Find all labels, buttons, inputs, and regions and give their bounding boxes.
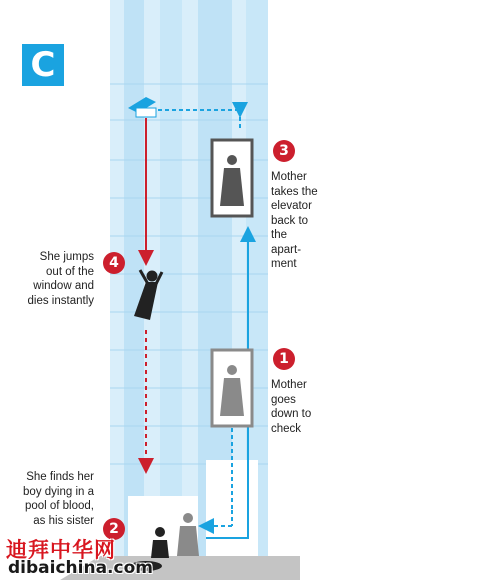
step-1-caption xyxy=(271,378,311,436)
step-2-number: 2 xyxy=(103,518,125,540)
tower xyxy=(110,0,268,560)
step-3-line: apart- xyxy=(271,243,302,256)
step-2-line: boy dying in a xyxy=(23,485,94,498)
watermark-domain: dibaichina.com xyxy=(8,558,153,578)
step-3-line: ment xyxy=(271,258,297,270)
step-4-caption xyxy=(28,250,94,308)
step-1-line: goes xyxy=(271,393,296,406)
step-2-line: as his sister xyxy=(33,514,94,527)
step-1-line: down to xyxy=(271,408,312,420)
site-watermark xyxy=(6,534,153,578)
panel-badge: C xyxy=(22,44,64,86)
step-3-line: takes the xyxy=(271,185,318,198)
step-3-caption xyxy=(271,170,318,272)
step-3-line: back to xyxy=(271,214,309,227)
step-2-line: She finds her xyxy=(26,471,94,483)
elevator-lower xyxy=(212,350,252,426)
step-4-line: She jumps xyxy=(39,251,94,263)
watermark-chinese: 迪拜中华网 xyxy=(6,538,116,562)
step-3-line: the xyxy=(271,229,287,241)
step-4-number: 4 xyxy=(103,252,125,274)
step-3-line: Mother xyxy=(271,171,307,183)
step-1-number: 1 xyxy=(273,348,295,370)
step-3-number: 3 xyxy=(273,140,295,162)
step-2-caption xyxy=(23,470,94,528)
step-1-line: check xyxy=(271,422,302,435)
elevator-upper xyxy=(212,140,252,216)
step-1-line: Mother xyxy=(271,379,307,391)
step-2-line: pool of blood, xyxy=(24,500,94,512)
step-4-line: window and xyxy=(33,280,94,292)
step-4-line: out of the xyxy=(46,265,94,278)
step-4-line: dies instantly xyxy=(27,294,94,307)
step-3-line: elevator xyxy=(271,200,312,212)
